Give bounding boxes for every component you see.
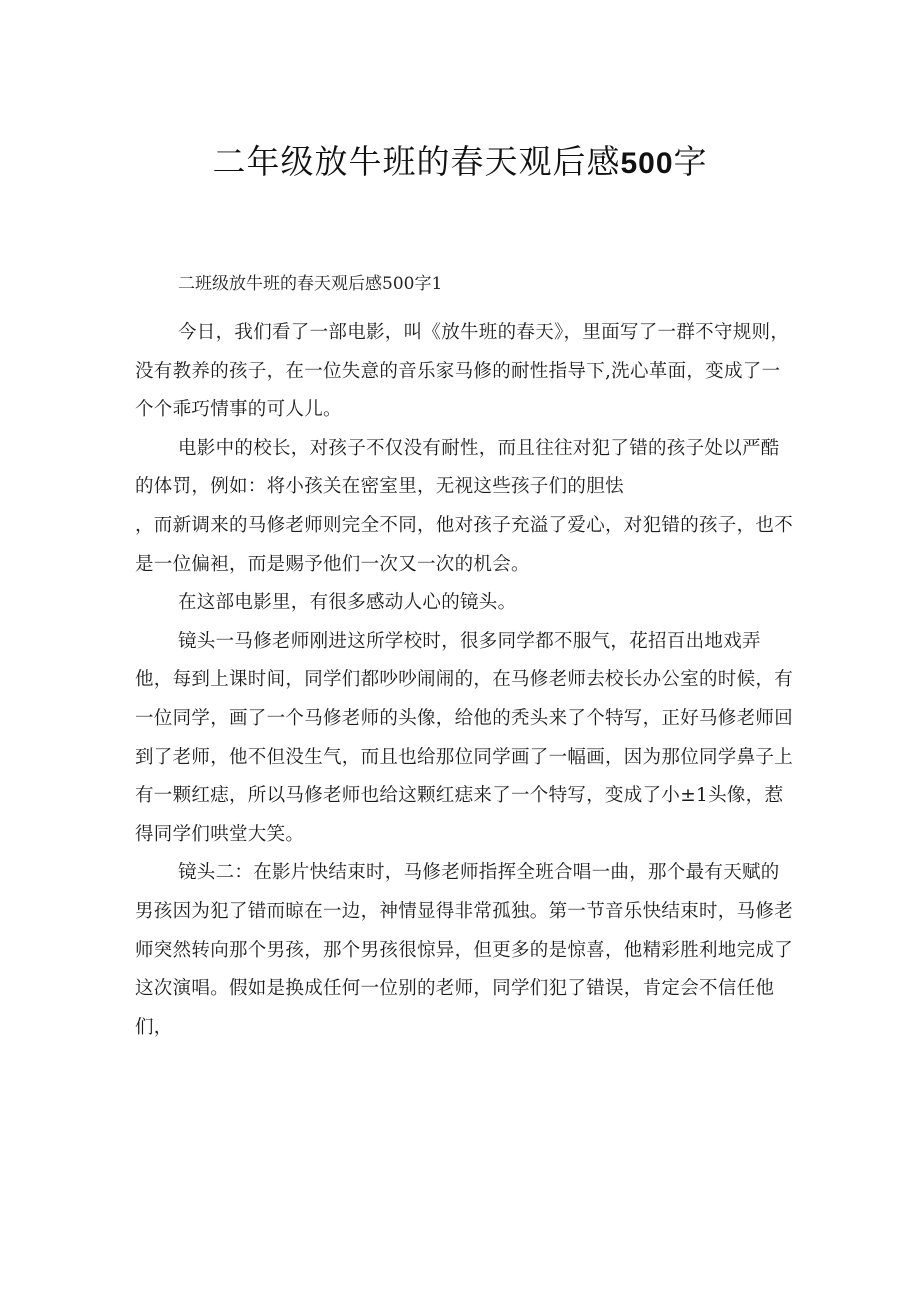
paragraph-scene-one: 镜头一马修老师刚进这所学校时，很多同学都不服气，花招百出地戏弄他，每到上课时间，同学们都吵吵闹闹的，在马修老师去校长办公室的时候，有一位同学，画了一个马修老师的头像，给他的秃头来了个特写，正好马修老师回到了老师，他不但没生气，而且也给那位同学画了一幅画，因为那位同学鼻子上有一颗红痣，所以马修老师也给这颗红痣来了一个特写，变成了小±1头像，惹得同学们哄堂大笑。 (135, 630, 794, 845)
title-suffix: 字 (673, 142, 708, 181)
document-body (135, 314, 795, 1047)
paragraph-scenes-intro: 在这部电影里，有很多感动人心的镜头。 (178, 592, 517, 614)
title-number: 500 (620, 147, 674, 180)
paragraph-teacher: ，而新调来的马修老师则完全不同，他对孩子充溢了爱心，对犯错的孩子，也不是一位偏袒，而是赐予他们一次又一次的机会。 (135, 514, 794, 575)
paragraph-principal: 电影中的校长，对孩子不仅没有耐性，而且往往对犯了错的孩子处以严酷的体罚，例如：将小孩关在密室里，无视这些孩子们的胆怯 (135, 437, 780, 498)
title-text: 二年级放牛班的春天观后感 (212, 142, 621, 181)
paragraph-intro: 今日，我们看了一部电影，叫《放牛班的春天》，里面写了一群不守规则，没有教养的孩子，在一位失意的音乐家马修的耐性指导下,洗心革面，变成了一个个乖巧情事的可人儿。 (135, 322, 790, 421)
section-heading: 二班级放牛班的春天观后感500字1 (178, 274, 443, 294)
document-title (0, 138, 920, 188)
paragraph-scene-two: 镜头二：在影片快结束时，马修老师指挥全班合唱一曲，那个最有天赋的男孩因为犯了错而晾在一边，神情显得非常孤独。第一节音乐快结束时，马修老师突然转向那个男孩，那个男孩很惊异，但更多的是惊喜，他精彩胜利地完成了这次演唱。假如是换成任何一位别的老师，同学们犯了错误，肯定会不信任他们， (135, 862, 794, 1038)
